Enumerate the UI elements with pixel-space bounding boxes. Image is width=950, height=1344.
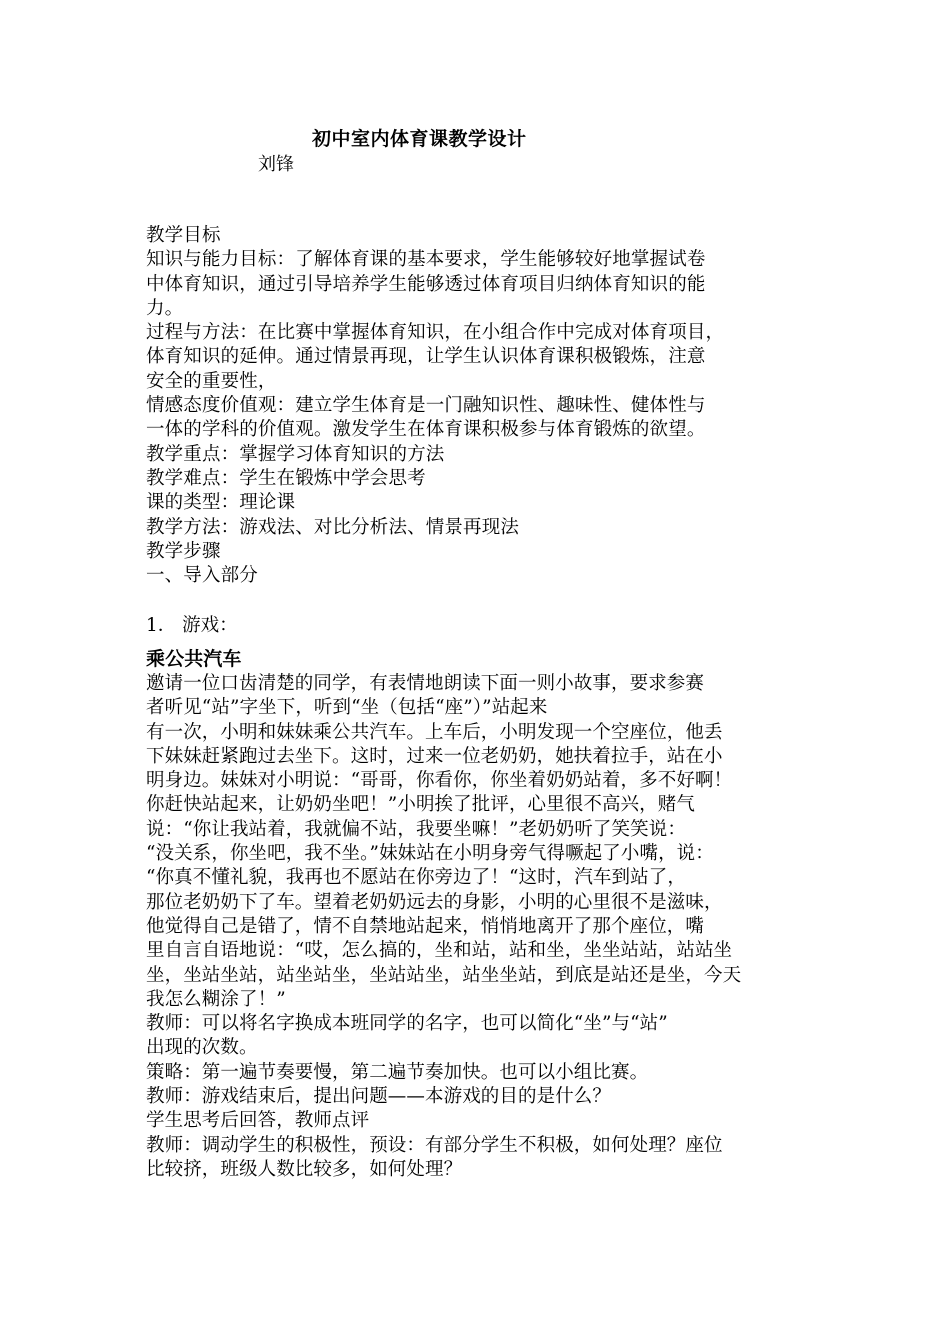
story-line: 明身边。妹妹对小明说：“哥哥，你看你，你坐着奶奶站着，多不好啊！ [146,770,733,792]
body-line: 情感态度价值观：建立学生体育是一门融知识性、趣味性、健体性与 [146,395,706,417]
body-line: 安全的重要性， [146,370,277,392]
body-line: 教学步骤 [146,540,221,562]
story-line: 策略：第一遍节奏要慢，第二遍节奏加快。也可以小组比赛。 [146,1061,649,1083]
body-line: 知识与能力目标：了解体育课的基本要求，学生能够较好地掌握试卷 [146,249,706,271]
body-line: 教学难点：学生在锻炼中学会思考 [146,467,426,489]
story-line: 出现的次数。 [146,1037,258,1059]
story-section [146,646,810,1182]
body-line: 体育知识的延伸。通过情景再现，让学生认识体育课积极锻炼，注意 [146,346,706,368]
story-line: 教师：游戏结束后，提出问题——本游戏的目的是什么？ [146,1086,612,1108]
document-title: 初中室内体育课教学设计 [312,128,527,150]
story-line: 那位老奶奶下了车。望着老奶奶远去的身影，小明的心里很不是滋味， [146,891,723,913]
body-line: 教学重点：掌握学习体育知识的方法 [146,443,445,465]
story-line: 者听见“站”字坐下，听到“坐（包括“座”）”站起来 [146,697,548,719]
story-line: 你赶快站起来，让奶奶坐吧！”小明挨了批评，心里很不高兴，赌气 [146,794,695,816]
story-line: 里自言自语地说：“哎，怎么搞的，坐和站，站和坐，坐坐站站，站站坐 [146,940,733,962]
story-line: 学生思考后回答，教师点评 [146,1110,370,1132]
story-title: 乘公共汽车 [146,648,242,670]
body-line: 一、导入部分 [146,565,258,587]
document-author: 刘锋 [258,154,294,175]
body-line: 中体育知识，通过引导培养学生能够透过体育项目归纳体育知识的能 [146,273,706,295]
story-line: 有一次，小明和妹妹乘公共汽车。上车后，小明发现一个空座位，他丢 [146,721,723,743]
story-line: 我怎么糊涂了！” [146,988,286,1010]
body-line: 课的类型：理论课 [146,492,296,514]
story-line: “你真不懂礼貌，我再也不愿站在你旁边了！“这时，汽车到站了， [146,867,686,889]
body-line: 过程与方法：在比赛中掌握体育知识，在小组合作中完成对体育项目， [146,322,725,344]
body-line: 力。 [146,297,184,319]
body-line: 一体的学科的价值观。激发学生在体育课积极参与体育锻炼的欲望。 [146,419,706,441]
document-body [146,224,810,588]
story-line: 坐，坐站坐站，站坐站坐，坐站站坐，站坐坐站，到底是站还是坐，今天 [146,964,742,986]
story-line: 教师：调动学生的积极性，预设：有部分学生不积极，如何处理？座位 [146,1134,723,1156]
story-line: 说：“你让我站着，我就偏不站，我要坐嘛！”老奶奶听了笑笑说： [146,818,686,840]
body-line: 教学目标 [146,225,221,246]
story-line: “没关系，你坐吧，我不坐。”妹妹站在小明身旁气得噘起了小嘴，说： [146,843,714,865]
list-item-label: 1． 游戏： [146,615,238,636]
story-line: 比较挤，班级人数比较多，如何处理？ [146,1158,463,1180]
story-line: 他觉得自己是错了，情不自禁地站起来，悄悄地离开了那个座位，嘴 [146,915,705,937]
story-line: 下妹妹赶紧跑过去坐下。这时，过来一位老奶奶，她扶着拉手，站在小 [146,745,723,767]
story-line: 邀请一位口齿清楚的同学，有表情地朗读下面一则小故事，要求参赛 [146,673,705,694]
body-line: 教学方法：游戏法、对比分析法、情景再现法 [146,516,520,538]
story-line: 教师：可以将名字换成本班同学的名字，也可以简化“坐”与“站” [146,1013,668,1035]
